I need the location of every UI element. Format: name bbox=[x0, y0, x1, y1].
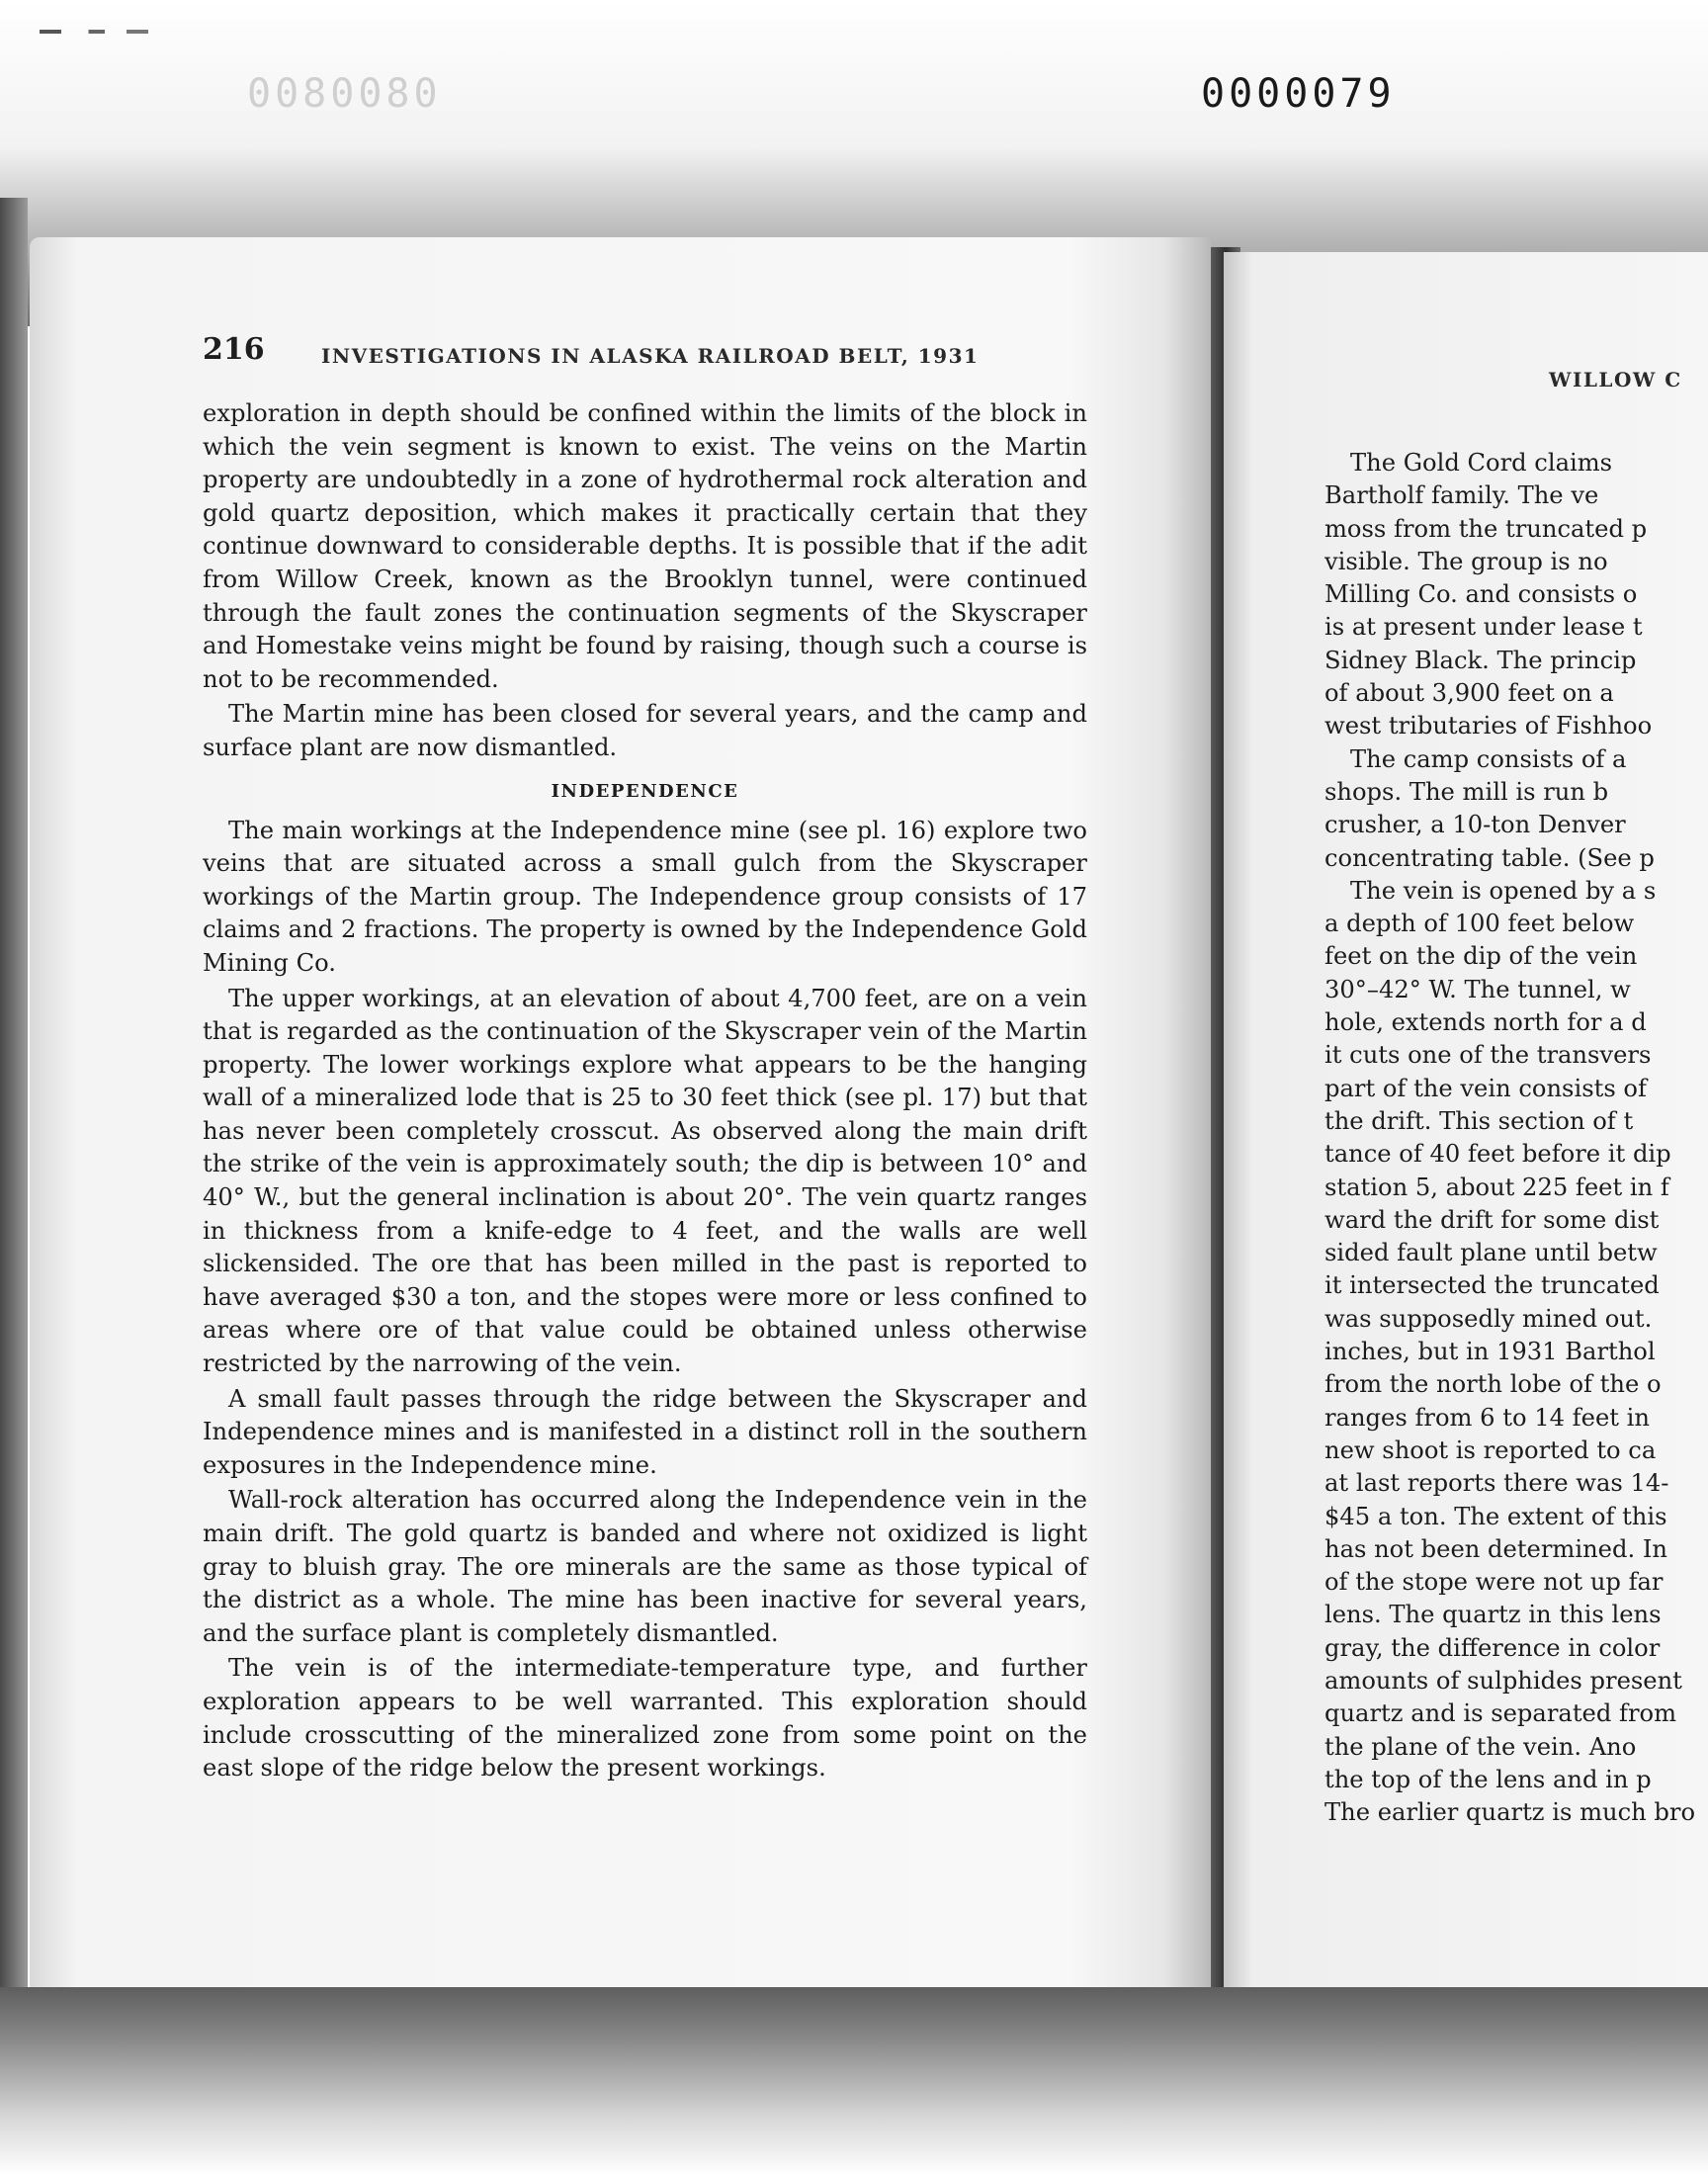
right-page-line: the drift. This section of t bbox=[1324, 1106, 1634, 1135]
right-page-line: Milling Co. and consists o bbox=[1324, 580, 1638, 609]
right-page-line: tance of 40 feet before it dip bbox=[1324, 1140, 1671, 1169]
right-page-line: quartz and is separated from bbox=[1324, 1699, 1677, 1728]
right-page-body bbox=[1324, 447, 1708, 1829]
right-page-line: The vein is opened by a s bbox=[1350, 876, 1657, 905]
right-page-line: amounts of sulphides present bbox=[1324, 1666, 1682, 1695]
right-page-line: was supposedly mined out. bbox=[1324, 1304, 1653, 1333]
paragraph: A small fault passes through the ridge between the Skyscraper and Independence mines and is manifested in a distinct roll in the southern exposures in the Independence mine. bbox=[203, 1384, 1087, 1479]
right-page-line: Sidney Black. The princip bbox=[1324, 646, 1637, 674]
right-page-line: from the north lobe of the o bbox=[1324, 1370, 1662, 1399]
right-page-line: has not been determined. In bbox=[1324, 1534, 1667, 1563]
section-heading: INDEPENDENCE bbox=[551, 780, 739, 802]
document-stamp-number: 0000079 bbox=[1201, 71, 1396, 117]
right-page-line: is at present under lease t bbox=[1324, 613, 1643, 642]
right-page-line: The camp consists of a bbox=[1350, 744, 1627, 773]
ghost-stamp-number: 0080080 bbox=[247, 71, 442, 117]
paragraph: The vein is of the intermediate-temperature type, and further exploration appears to be well warranted. This exploration should include crosscutting of the mineralized zone from some point on the east slope of the ridge below the present workings. bbox=[203, 1654, 1087, 1783]
right-page-line: it intersected the truncated bbox=[1324, 1271, 1660, 1300]
right-page-line: west tributaries of Fishhoo bbox=[1324, 712, 1653, 740]
right-page-line: The earlier quartz is much bro bbox=[1324, 1798, 1696, 1827]
running-head-title: INVESTIGATIONS IN ALASKA RAILROAD BELT, 1931 bbox=[321, 344, 980, 368]
right-page-line: gray, the difference in color bbox=[1324, 1633, 1661, 1662]
right-page-line: part of the vein consists of bbox=[1324, 1074, 1647, 1102]
right-page-line: a depth of 100 feet below bbox=[1324, 910, 1635, 938]
right-page-line: ranges from 6 to 14 feet in bbox=[1324, 1403, 1650, 1432]
right-page-line: station 5, about 225 feet in f bbox=[1324, 1173, 1669, 1201]
right-page-line: moss from the truncated p bbox=[1324, 514, 1648, 543]
right-page-line: lens. The quartz in this lens bbox=[1324, 1601, 1662, 1629]
right-page-line: The Gold Cord claims bbox=[1350, 449, 1613, 477]
scan-shadow-bottom bbox=[0, 1987, 1708, 2175]
left-page-body bbox=[203, 397, 1087, 1785]
right-page-line: Bartholf family. The ve bbox=[1324, 481, 1599, 510]
paragraph: The main workings at the Independence mine (see pl. 16) explore two veins that are situated across a small gulch from the Skyscraper workings of the Martin group. The Independence group consists of 17 claims and 2 fractions. The property is owned by the Independence Gold Mining Co. bbox=[203, 816, 1087, 977]
right-page-line: hole, extends north for a d bbox=[1324, 1008, 1647, 1037]
right-page-line: ward the drift for some dist bbox=[1324, 1205, 1660, 1234]
right-page-line: it cuts one of the transvers bbox=[1324, 1041, 1652, 1070]
right-page-line: new shoot is reported to ca bbox=[1324, 1436, 1657, 1464]
right-page-line: concentrating table. (See p bbox=[1324, 843, 1655, 872]
paragraph: Wall-rock alteration has occurred along the Independence vein in the main drift. The gold quartz is banded and where not oxidized is light gray to bluish gray. The ore minerals are the same as those typical of the district as a whole. The mine has been inactive for several years, and the surface plant is completely dismantled. bbox=[203, 1486, 1087, 1647]
page-number: 216 bbox=[203, 332, 265, 367]
right-page-line: 30°–42° W. The tunnel, w bbox=[1324, 975, 1631, 1003]
right-page-line: of about 3,900 feet on a bbox=[1324, 679, 1614, 708]
right-page-line: the plane of the vein. Ano bbox=[1324, 1732, 1637, 1761]
scan-shadow-left bbox=[0, 198, 28, 2037]
right-page-line: $45 a ton. The extent of this bbox=[1324, 1502, 1667, 1530]
paragraph: The Martin mine has been closed for several years, and the camp and surface plant are now dismantled. bbox=[203, 700, 1087, 761]
paragraph: exploration in depth should be confined within the limits of the block in which the vein segment is known to exist. The veins on the Martin property are undoubtedly in a zone of hydrothermal rock alteration and gold quartz deposition, which makes it practically certain that they continue downward to considerable depths. It is possible that if the adit from Willow Creek, known as the Brooklyn tunnel, were continued through the fault zones the continuation segments of the Skyscraper and Homestake veins might be found by raising, though such a course is not to be recommended. bbox=[203, 399, 1087, 693]
right-page-line: crusher, a 10-ton Denver bbox=[1324, 811, 1626, 839]
paragraph: The upper workings, at an elevation of about 4,700 feet, are on a vein that is regarded as the continuation of the Skyscraper vein of the Martin property. The lower workings explore what appears to be the hanging wall of a mineralized lode that is 25 to 30 feet thick (see pl. 17) but that has never been completely crosscut. As observed along the main drift the strike of the vein is approximately south; the dip is between 10° and 40° W., but the general inclination is about 20°. The vein quartz ranges in thickness from a knife-edge to 4 feet, and the walls are well slickensided. The ore that has been milled in the past is reported to have averaged $30 a ton, and the stopes were more or less confined to areas where ore of that value could be obtained unless otherwise restricted by the narrowing of the vein. bbox=[203, 984, 1087, 1378]
right-page-line: inches, but in 1931 Barthol bbox=[1324, 1338, 1656, 1366]
right-page-line: visible. The group is no bbox=[1324, 547, 1608, 575]
right-page-line: sided fault plane until betw bbox=[1324, 1239, 1658, 1267]
right-page-line: feet on the dip of the vein bbox=[1324, 942, 1638, 971]
scan-corner-mark bbox=[40, 30, 148, 34]
right-running-head: WILLOW C bbox=[1549, 368, 1682, 392]
right-page-line: shops. The mill is run b bbox=[1324, 777, 1609, 806]
right-page-line: at last reports there was 14- bbox=[1324, 1469, 1669, 1498]
right-page-line: of the stope were not up far bbox=[1324, 1568, 1664, 1597]
right-page-line: the top of the lens and in p bbox=[1324, 1765, 1652, 1793]
